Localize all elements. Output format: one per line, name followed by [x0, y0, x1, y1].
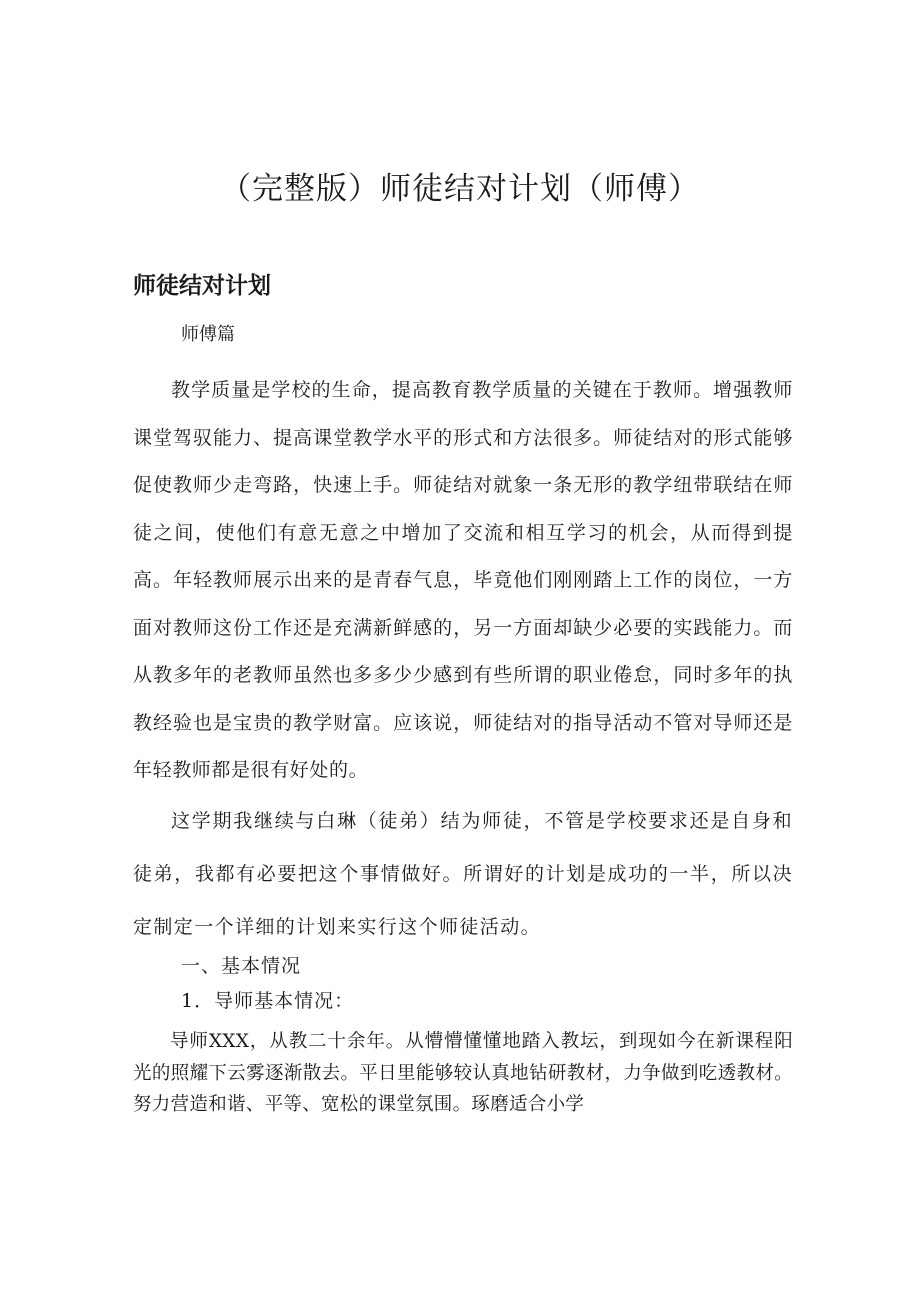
- paragraph-intro: 教学质量是学校的生命，提高教育教学质量的关键在于教师。增强教师课堂驾驭能力、提高课堂教学水平的形式和方法很多。师徒结对的形式能够促使教师少走弯路，快速上手。师徒结对就象一条无形的教学纽带联结在师徒之间，使他们有意无意之中增加了交流和相互学习的机会，从而得到提高。年轻教师展示出来的是青春气息，毕竟他们刚刚踏上工作的岗位，一方面对教师这份工作还是充满新鲜感的，另一方面却缺少必要的实践能力。而从教多年的老教师虽然也多多少少感到有些所谓的职业倦怠，同时多年的执教经验也是宝贵的教学财富。应该说，师徒结对的指导活动不管对导师还是年轻教师都是很有好处的。: [133, 379, 793, 781]
- subheading: 师傅篇: [181, 324, 235, 345]
- paragraph-mentor-info: 导师XXX，从教二十余年。从懵懵懂懂地踏入教坛，到现如今在新课程阳光的照耀下云雾逐渐散去。平日里能够较认真地钻研教材，力争做到吃透教材。努力营造和谐、平等、宽松的课堂氛围。琢磨适合小学: [133, 1031, 793, 1115]
- outline-heading-mentor-info: 1．导师基本情况：: [181, 990, 355, 1012]
- document-title: （完整版）师徒结对计划（师傅）: [220, 171, 700, 207]
- paragraph-plan: 这学期我继续与白琳（徒弟）结为师徒，不管是学校要求还是自身和徒弟，我都有必要把这个事情做好。所谓好的计划是成功的一半，所以决定制定一个详细的计划来实行这个师徒活动。: [133, 810, 793, 938]
- outline-heading-basic-info: 一、基本情况: [181, 955, 302, 977]
- section-heading: 师徒结对计划: [133, 273, 271, 299]
